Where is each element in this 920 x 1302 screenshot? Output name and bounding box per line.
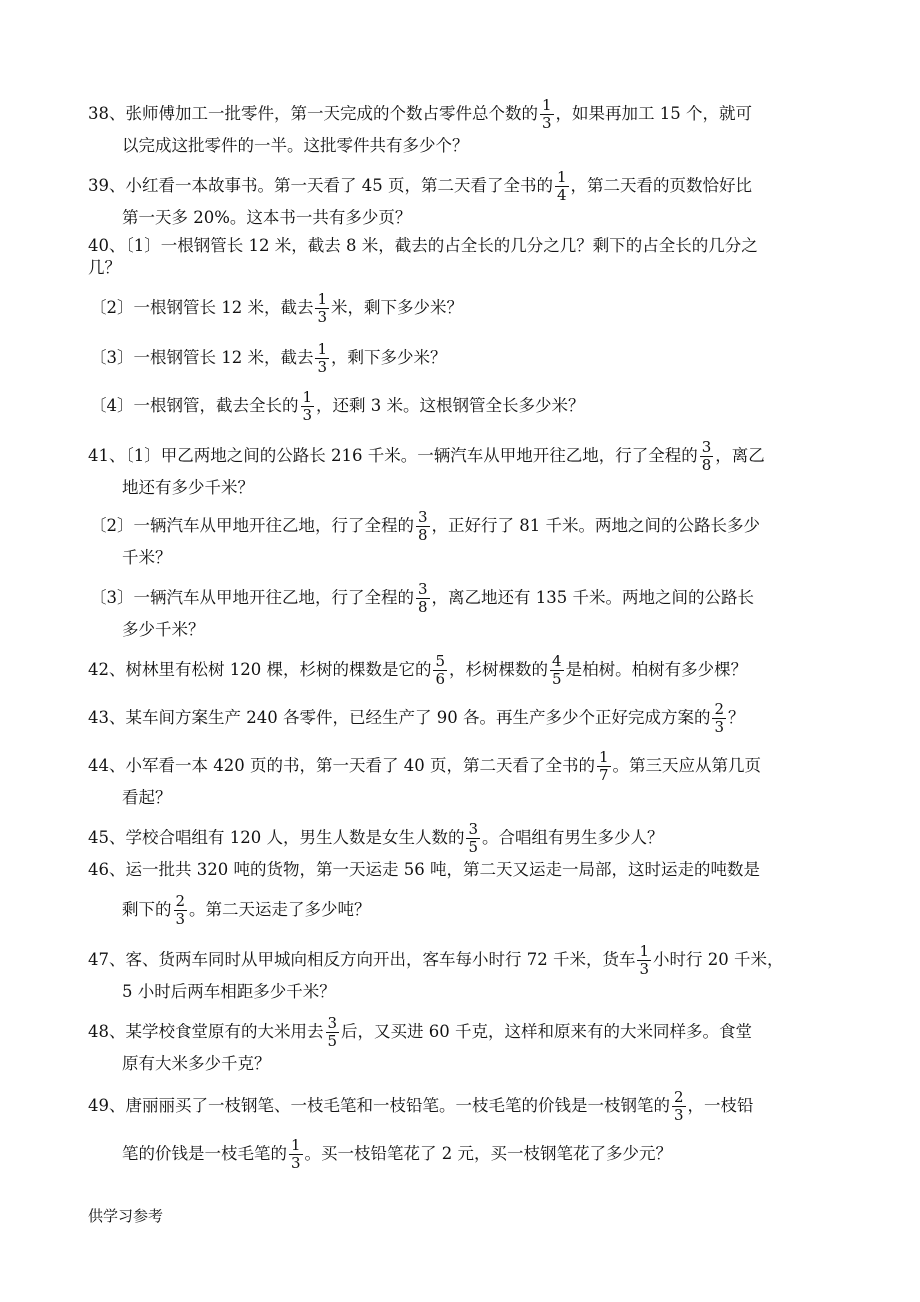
text-run: 小时行 20 千米， xyxy=(653,950,784,969)
problem-40-4 xyxy=(90,390,585,423)
problem-47-line-2 xyxy=(122,982,336,1002)
text-run: 米，剩下多少米？ xyxy=(331,298,464,317)
fraction xyxy=(433,654,447,687)
text-run: 笔的价钱是一枝毛笔的 xyxy=(122,1144,287,1163)
problem-41-1-line-2 xyxy=(122,478,254,498)
problem-48-line-1 xyxy=(88,1016,752,1049)
fraction xyxy=(416,582,430,615)
problem-44-line-1 xyxy=(88,750,761,783)
problem-40-3 xyxy=(90,342,447,375)
problem-40-1-line-2 xyxy=(88,258,121,278)
text-run: 42、树林里有松树 120 棵，杉树的棵数是它的 xyxy=(88,660,432,679)
text-run: 第一天多 20%。这本书一共有多少页？ xyxy=(122,208,412,227)
text-run: 千米？ xyxy=(122,548,172,567)
fraction xyxy=(301,390,315,423)
fraction-numerator: 1 xyxy=(302,388,313,406)
problem-38-line-2 xyxy=(122,136,469,156)
fraction-denominator: 3 xyxy=(317,358,328,376)
text-run: 以完成这批零件的一半。这批零件共有多少个？ xyxy=(122,136,469,155)
problem-49-line-1 xyxy=(88,1090,754,1123)
problem-39-line-2 xyxy=(122,208,411,228)
text-run: 。第三天应从第几页 xyxy=(612,756,762,775)
fraction-denominator: 3 xyxy=(714,718,725,736)
text-run: ，正好行了 81 千米。两地之间的公路长多少 xyxy=(431,516,761,535)
fraction-numerator: 1 xyxy=(598,748,609,766)
fraction-numerator: 3 xyxy=(468,820,479,838)
fraction-denominator: 8 xyxy=(418,526,428,544)
fraction-numerator: 3 xyxy=(418,580,428,598)
problem-43 xyxy=(88,702,745,735)
text-run: 47、客、货两车同时从甲城向相反方向开出，客车每小时行 72 千米，货车 xyxy=(88,950,636,969)
text-run: ，如果再加工 15 个，就可 xyxy=(555,104,753,123)
fraction xyxy=(315,342,329,375)
text-run: ，杉树棵数的 xyxy=(449,660,549,679)
fraction xyxy=(466,822,480,855)
text-run: 。买一枝铅笔花了 2 元，买一枝钢笔花了多少元？ xyxy=(304,1144,673,1163)
fraction xyxy=(550,654,564,687)
problem-40-1-line-1 xyxy=(88,236,758,256)
problem-40-2 xyxy=(90,292,463,325)
text-run: 44、小军看一本 420 页的书，第一天看了 40 页，第二天看了全书的 xyxy=(88,756,595,775)
problem-46-line-2 xyxy=(122,894,371,927)
problem-45 xyxy=(88,822,664,855)
fraction-numerator: 1 xyxy=(556,168,567,186)
text-run: 〔3〕一根钢管长 12 米，截去 xyxy=(90,348,314,367)
fraction-denominator: 4 xyxy=(556,186,567,204)
fraction xyxy=(289,1138,303,1171)
text-run: 多少千米？ xyxy=(122,620,205,639)
text-run: ，剩下多少米？ xyxy=(331,348,447,367)
fraction-numerator: 3 xyxy=(327,1014,338,1032)
fraction-numerator: 2 xyxy=(714,700,725,718)
text-run: ，还剩 3 米。这根钢管全长多少米？ xyxy=(316,396,585,415)
fraction-denominator: 7 xyxy=(598,766,609,784)
problem-41-2-line-1 xyxy=(90,510,760,543)
problem-46-line-1 xyxy=(88,860,760,880)
fraction xyxy=(326,1016,340,1049)
fraction xyxy=(597,750,611,783)
text-run: 。合唱组有男生多少人？ xyxy=(482,828,664,847)
fraction-numerator: 3 xyxy=(701,438,712,456)
fraction-denominator: 3 xyxy=(674,1106,684,1124)
problem-47-line-1 xyxy=(88,944,784,977)
text-run: 45、学校合唱组有 120 人，男生人数是女生人数的 xyxy=(88,828,465,847)
fraction-denominator: 3 xyxy=(302,406,313,424)
fraction-numerator: 2 xyxy=(674,1088,684,1106)
text-run: 48、某学校食堂原有的大米用去 xyxy=(88,1022,324,1041)
text-run: 5 小时后两车相距多少千米？ xyxy=(122,982,336,1001)
text-run: 几？ xyxy=(88,258,121,277)
text-run: 后，又买进 60 千克，这样和原来有的大米同样多。食堂 xyxy=(341,1022,753,1041)
problem-41-2-line-2 xyxy=(122,548,172,568)
problem-39-line-1 xyxy=(88,170,752,203)
text-run: ，第二天看的页数恰好比 xyxy=(570,176,753,195)
text-run: ？ xyxy=(728,708,745,727)
fraction xyxy=(315,292,329,325)
fraction-numerator: 1 xyxy=(291,1136,301,1154)
text-run: 43、某车间方案生产 240 各零件，已经生产了 90 各。再生产多少个正好完成方案的 xyxy=(88,708,711,727)
fraction-numerator: 1 xyxy=(639,942,650,960)
fraction-numerator: 1 xyxy=(317,340,328,358)
fraction xyxy=(555,170,569,203)
fraction xyxy=(712,702,726,735)
fraction-denominator: 8 xyxy=(701,456,712,474)
text-run: ，离乙 xyxy=(715,446,765,465)
fraction-numerator: 1 xyxy=(542,96,552,114)
problem-44-line-2 xyxy=(122,788,172,808)
problem-41-1-line-1 xyxy=(88,440,765,473)
fraction-denominator: 5 xyxy=(468,838,479,856)
text-run: 剩下的 xyxy=(122,900,172,919)
text-run: 〔3〕一辆汽车从甲地开往乙地，行了全程的 xyxy=(90,588,414,607)
fraction-numerator: 4 xyxy=(552,652,562,670)
fraction xyxy=(174,894,188,927)
fraction-denominator: 5 xyxy=(552,670,562,688)
fraction-denominator: 6 xyxy=(435,670,446,688)
problem-38-line-1 xyxy=(88,98,752,131)
problem-49-line-2 xyxy=(122,1138,672,1171)
text-run: 39、小红看一本故事书。第一天看了 45 页，第二天看了全书的 xyxy=(88,176,553,195)
fraction-denominator: 5 xyxy=(327,1032,338,1050)
fraction-numerator: 3 xyxy=(418,508,428,526)
fraction xyxy=(416,510,430,543)
page-footer: 供学习参考 xyxy=(88,1207,164,1225)
fraction-numerator: 1 xyxy=(317,290,328,308)
text-run: ，一枝铅 xyxy=(687,1096,754,1115)
fraction-numerator: 5 xyxy=(435,652,446,670)
fraction xyxy=(540,98,554,131)
text-run: 41、〔1〕甲乙两地之间的公路长 216 千米。一辆汽车从甲地开往乙地，行了全程的 xyxy=(88,446,698,465)
fraction-denominator: 3 xyxy=(317,308,328,326)
text-run: 〔2〕一根钢管长 12 米，截去 xyxy=(90,298,314,317)
text-run: ，离乙地还有 135 千米。两地之间的公路长 xyxy=(431,588,755,607)
problem-42 xyxy=(88,654,747,687)
fraction-denominator: 3 xyxy=(175,910,186,928)
text-run: 是柏树。柏树有多少棵？ xyxy=(565,660,748,679)
fraction-denominator: 3 xyxy=(291,1154,301,1172)
text-run: 看起？ xyxy=(122,788,172,807)
fraction xyxy=(700,440,714,473)
fraction xyxy=(672,1090,686,1123)
text-run: 38、张师傅加工一批零件，第一天完成的个数占零件总个数的 xyxy=(88,104,538,123)
text-run: 。第二天运走了多少吨？ xyxy=(189,900,371,919)
problem-41-3-line-1 xyxy=(90,582,754,615)
problem-48-line-2 xyxy=(122,1054,271,1074)
fraction-denominator: 3 xyxy=(542,114,552,132)
problem-41-3-line-2 xyxy=(122,620,205,640)
text-run: 〔4〕一根钢管，截去全长的 xyxy=(90,396,299,415)
fraction-denominator: 3 xyxy=(639,960,650,978)
text-run: 46、运一批共 320 吨的货物，第一天运走 56 吨，第二天又运走一局部，这时运走的吨数是 xyxy=(88,860,760,879)
fraction xyxy=(637,944,651,977)
text-run: 49、唐丽丽买了一枝钢笔、一枝毛笔和一枝铅笔。一枝毛笔的价钱是一枝钢笔的 xyxy=(88,1096,670,1115)
text-run: 40、〔1〕一根钢管长 12 米，截去 8 米，截去的占全长的几分之几？剩下的占全长的几分之 xyxy=(88,236,758,255)
fraction-denominator: 8 xyxy=(418,598,428,616)
text-run: 地还有多少千米？ xyxy=(122,478,254,497)
text-run: 〔2〕一辆汽车从甲地开往乙地，行了全程的 xyxy=(90,516,414,535)
fraction-numerator: 2 xyxy=(175,892,186,910)
text-run: 原有大米多少千克？ xyxy=(122,1054,271,1073)
